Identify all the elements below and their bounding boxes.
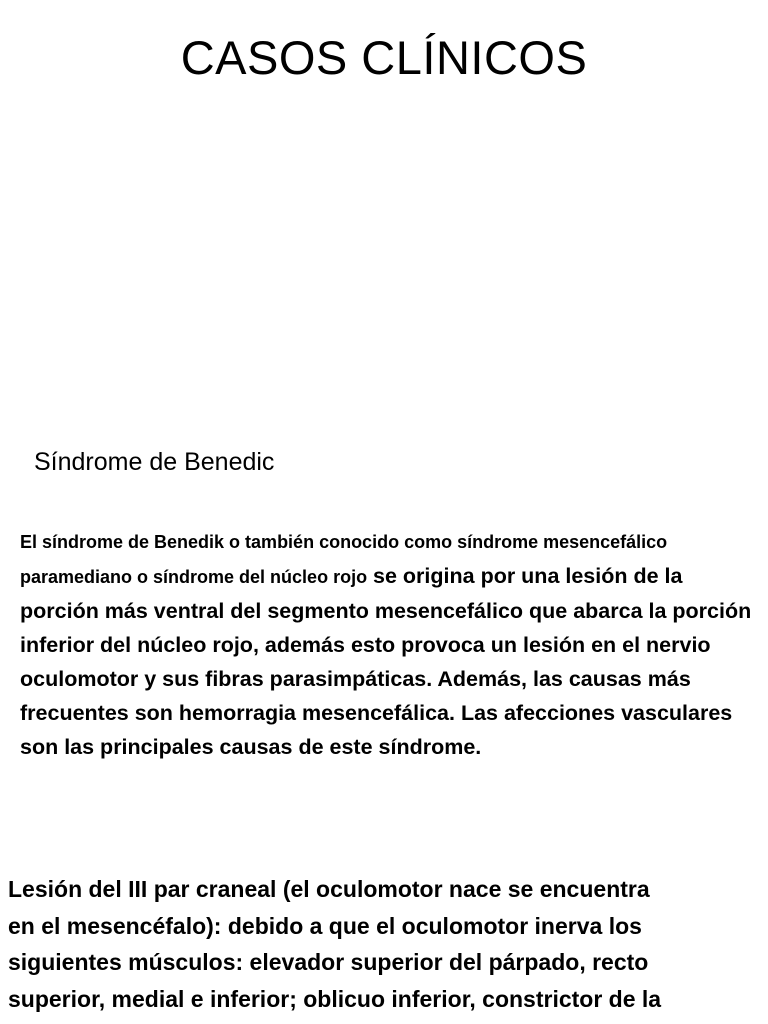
description-body: se origina por una lesión de la porción más ventral del segmento mesencefálico que abarca la porción inferior del núcleo rojo, además esto provoca un lesión en el nervio oculomotor y sus fibras parasimpáticas. Además, las causas más frecuentes son hemorragia mesencefálica. Las afecciones vasculares son las principales causas de este síndrome. <box>20 564 752 759</box>
lesion-line: superior, medial e inferior; oblicuo inferior, constrictor de la <box>8 985 662 1012</box>
lesion-line: Lesión del III par craneal (el oculomotor nace se encuentra <box>8 876 650 902</box>
lesion-paragraph <box>8 871 768 1017</box>
syndrome-description <box>20 524 760 764</box>
lesion-line: siguientes músculos: elevador superior del párpado, recto <box>8 949 649 975</box>
page-title: CASOS CLÍNICOS <box>180 31 588 84</box>
description-intro: El síndrome de Benedik o también conocido como síndrome mesencefálico paramediano o síndrome del núcleo rojo <box>20 532 668 587</box>
lesion-line: en el mesencéfalo): debido a que el oculomotor inerva los <box>8 912 642 939</box>
section-subtitle: Síndrome de Benedic <box>34 448 275 476</box>
